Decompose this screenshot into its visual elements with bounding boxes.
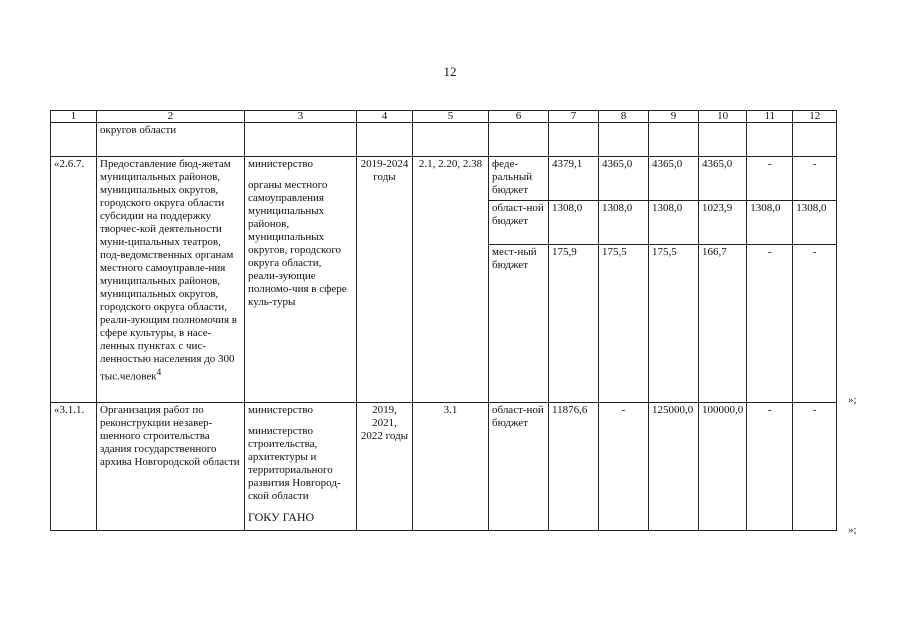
executor-primary: министерство xyxy=(248,404,314,416)
executor-secondary: органы местного самоуправления муниципальных районов, муниципальных округов, городского округа области, реали-зующие полномо-чия в сфере куль-туры xyxy=(248,179,347,308)
item-number: «2.6.7. xyxy=(51,157,97,403)
table-row xyxy=(51,403,837,531)
col-header-12: 12 xyxy=(793,111,837,123)
col-header-7: 7 xyxy=(549,111,599,123)
value-col10: 166,7 xyxy=(699,245,747,403)
value-col8: 175,5 xyxy=(599,245,649,403)
value-col10: 1023,9 xyxy=(699,201,747,245)
value-col11: - xyxy=(747,157,793,201)
value-col12: - xyxy=(793,157,837,201)
value-col8: - xyxy=(599,403,649,531)
value-col8: 1308,0 xyxy=(599,201,649,245)
col-header-6: 6 xyxy=(489,111,549,123)
col-header-9: 9 xyxy=(649,111,699,123)
executors-cell xyxy=(245,403,357,531)
page-number: 12 xyxy=(443,64,457,79)
item-number: «3.1.1. xyxy=(51,403,97,531)
table-row xyxy=(51,157,837,201)
value-col7: 1308,0 xyxy=(549,201,599,245)
col-header-5: 5 xyxy=(413,111,489,123)
value-col7: 11876,6 xyxy=(549,403,599,531)
footnote-mark: 4 xyxy=(156,367,162,377)
col-header-1: 1 xyxy=(51,111,97,123)
program-table xyxy=(50,110,837,531)
executor-secondary: министерство строительства, архитектуры и территориального развития Новгород-ской области xyxy=(248,425,341,502)
value-col8: 4365,0 xyxy=(599,157,649,201)
value-col9: 4365,0 xyxy=(649,157,699,201)
value-col12: - xyxy=(793,403,837,531)
value-col12: 1308,0 xyxy=(793,201,837,245)
funding-source: мест-ный бюджет xyxy=(489,245,549,403)
years: 2019, 2021, 2022 годы xyxy=(357,403,413,531)
value-col9: 175,5 xyxy=(649,245,699,403)
value-col10: 4365,0 xyxy=(699,157,747,201)
continuation-text: округов области xyxy=(97,123,245,157)
value-col9: 125000,0 xyxy=(649,403,699,531)
executor-tertiary: ГОКУ ГАНО xyxy=(248,510,315,524)
value-col7: 4379,1 xyxy=(549,157,599,201)
item-name: Организация работ по реконструкции незавер-шенного строительства здания государственного архива Новгородской области xyxy=(97,403,245,531)
funding-source: област-ной бюджет xyxy=(489,403,549,531)
target-indicators: 2.1, 2.20, 2.38 xyxy=(413,157,489,403)
value-col7: 175,9 xyxy=(549,245,599,403)
executor-primary: министерство xyxy=(248,158,314,170)
item-name: Предоставление бюд-жетам муниципальных районов, муниципальных округов, городского округа области субсидии на поддержку творчес-кой деятельности муни-ципальных театров, под-ведомственных органам местного самоуправле-ния муниципальных районов, муниципальных округов, городского округа области, реали-зующим полномочия в сфере культуры, в насе-ленных пунктах с чис-ленностью населения до 300 тыс.человек xyxy=(100,158,237,383)
funding-source: област-ной бюджет xyxy=(489,201,549,245)
years: 2019-2024 годы xyxy=(357,157,413,403)
target-indicators: 3.1 xyxy=(413,403,489,531)
value-col11: - xyxy=(747,245,793,403)
col-header-4: 4 xyxy=(357,111,413,123)
column-number-row xyxy=(51,111,837,123)
col-header-11: 11 xyxy=(747,111,793,123)
closing-quote: »; xyxy=(848,524,857,536)
col-header-3: 3 xyxy=(245,111,357,123)
executors-cell xyxy=(245,157,357,403)
col-header-8: 8 xyxy=(599,111,649,123)
value-col10: 100000,0 xyxy=(699,403,747,531)
col-header-10: 10 xyxy=(699,111,747,123)
value-col11: - xyxy=(747,403,793,531)
value-col9: 1308,0 xyxy=(649,201,699,245)
funding-source: феде-ральный бюджет xyxy=(489,157,549,201)
continuation-row xyxy=(51,123,837,157)
value-col12: - xyxy=(793,245,837,403)
item-name-cell xyxy=(97,157,245,403)
col-header-2: 2 xyxy=(97,111,245,123)
value-col11: 1308,0 xyxy=(747,201,793,245)
closing-quote: »; xyxy=(848,394,857,406)
